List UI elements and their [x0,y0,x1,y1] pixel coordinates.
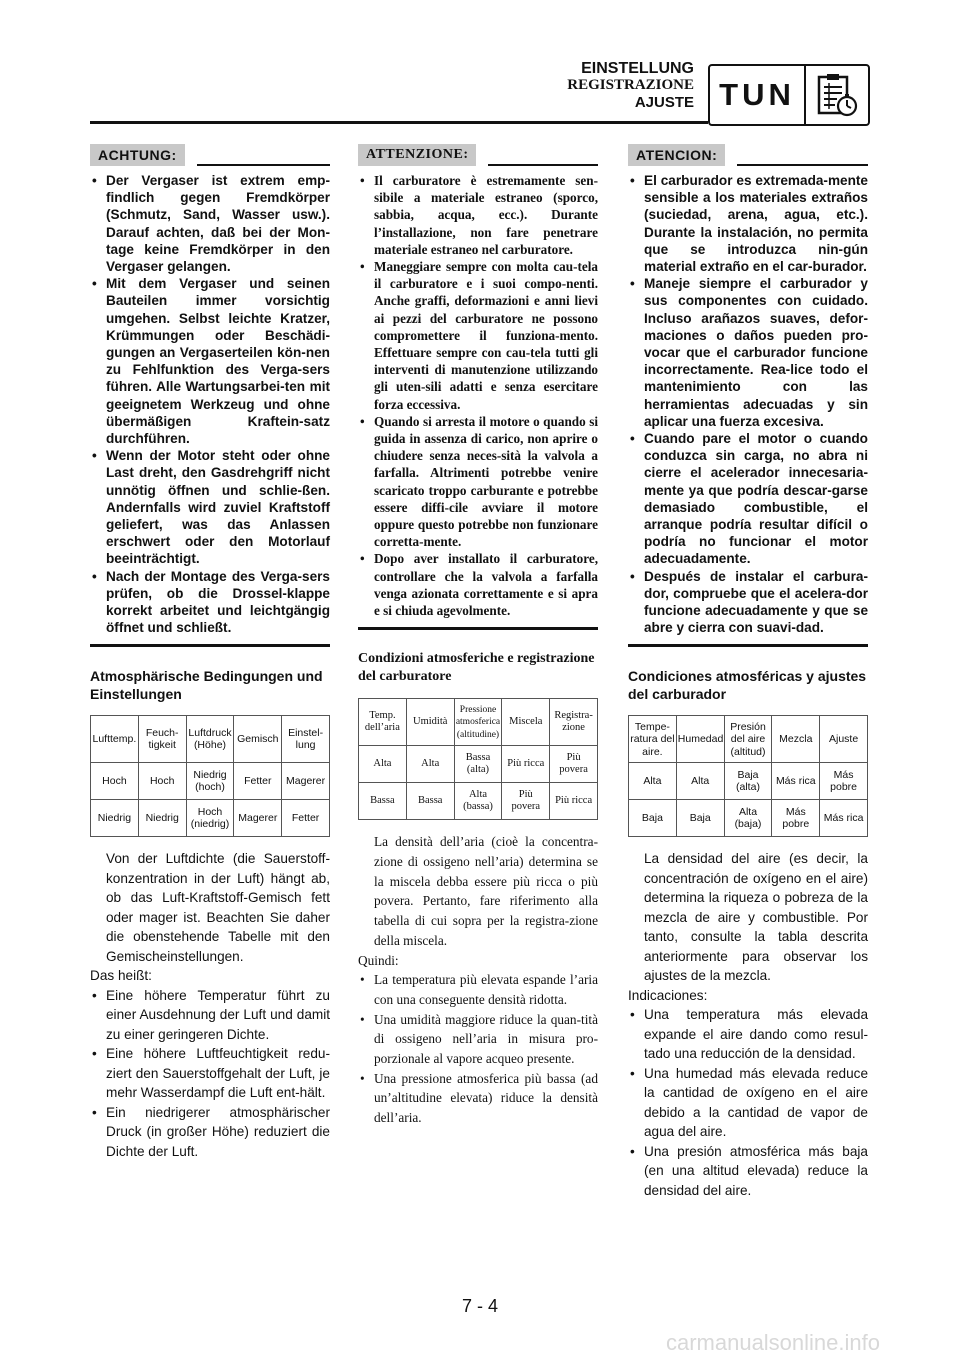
section-title: Condiciones atmosféricas y ajustes del carburador [628,668,867,703]
column-de [90,140,330,1161]
bullet-list [628,1005,868,1200]
table-row [359,746,598,783]
header-rule [90,121,708,124]
list-item: • Una temperatura más elevada expande el aire dando como resul-tado una reducción de la densidad. [628,1005,868,1064]
section-badge [708,64,870,126]
list-item: • Nach der Montage des Verga-sers prüfen, ob die Drossel-klappe korrekt arbeitet und leichtgängig öffnet und schließt. [90,568,330,637]
list-item: • Quando si arresta il motore o quando si guida in assenza di carico, non aprire o chiudere senza neces-sità la valvola a farfalla. Altrimenti potrebbe venire scaricato troppo carburante e potrebbe essere diffi-cile avviare il motore oppure questo potrebbe non funzionare corretta-mente. [358,413,598,551]
table-header-cell: Temp. dell’aria [359,699,407,746]
list-item: • Una presión atmosférica más baja (en una altitud elevada) reduce la densidad del aire. [628,1142,868,1201]
clipboard-stopwatch-icon [806,66,868,124]
list-item: • Il carburatore è estremamente sen-sibile a materiale estraneo (sporco, sabbia, acqua, ecc.). Durante l’installazione, non fare penetrare materiale estraneo nel carburatore. [358,172,598,258]
table-cell: Magerer [234,800,282,837]
table-cell: Magerer [282,763,330,800]
conditions-table [628,715,868,837]
table-header-cell: Luftdruck (Höhe) [186,716,234,763]
table-cell: Più ricca [550,783,598,820]
table-header-cell: Presión del aire (altitud) [724,716,772,763]
list-item: • Dopo aver installato il carburatore, controllare che la valvola a farfalla venga azionata correttamente e si apra e si chiuda agevolmente. [358,550,598,619]
warning-label: ACHTUNG: [90,144,185,166]
table-row [629,763,868,800]
list-item: • Ein niedrigerer atmosphärischer Druck (in großer Höhe) reduziert die Dichte der Luft. [90,1103,330,1162]
table-cell: Más rica [820,800,868,837]
table-row [629,800,868,837]
divider [488,164,598,166]
table-row [91,800,330,837]
table-cell: Baja [676,800,724,837]
table-header-cell: Gemisch [234,716,282,763]
list-item: • Eine höhere Temperatur führt zu einer Ausdehnung der Luft und damit zu einer geringeren Dichte. [90,986,330,1045]
table-header-cell: Registra-zione [550,699,598,746]
table-header-cell: Feuch-tigkeit [138,716,186,763]
table-cell: Alta [676,763,724,800]
warning-header [90,140,330,166]
list-item: • Una umidità maggiore riduce la quan-tità di ossigeno nell’aria in misura pro-porzionale al vapore acqueo presente. [358,1010,598,1069]
body-paragraph: La densidad del aire (es decir, la concentración de oxígeno en el aire) determina la riqueza o pobreza de la mezcla de aire y combustible. Por tanto, consulte la tabla descrita anteriormente para observar los ajustes de la mezcla. [644,851,868,984]
table-cell: Alta (bassa) [454,783,502,820]
column-it [358,140,598,1128]
section-title: Condizioni atmosferiche e registrazione del carburatore [358,651,595,685]
table-cell: Più povera [550,746,598,783]
warning-list [90,172,330,636]
table-header-cell: Mezcla [772,716,820,763]
warning-header [628,140,868,166]
conditions-table [358,698,598,820]
table-cell: Fetter [282,800,330,837]
watermark: carmanualsonline.info [665,1330,880,1355]
table-cell: Bassa [406,783,454,820]
body-paragraph: La densità dell’aria (cioè la concentra-zione di ossigeno nell’aria) determina se la miscela debba essere più ricca o più povera. Pertanto, fare riferimento alla tabella di cui sopra per la registra-zione della miscela. [374,834,598,948]
table-cell: Alta [629,763,677,800]
section-code: TUN [710,66,806,124]
table-cell: Alta [406,746,454,783]
table-header-row [359,699,598,746]
table-header-cell: Tempe-ratura del aire. [629,716,677,763]
table-cell: Más rica [772,763,820,800]
table-cell: Hoch [91,763,139,800]
divider [737,164,868,166]
table-cell: Fetter [234,763,282,800]
header-title-de: EINSTELLUNG [581,60,694,77]
warning-header [358,140,598,166]
table-header-cell: Humedad [676,716,724,763]
table-cell: Niedrig [91,800,139,837]
bullet-list [90,986,330,1162]
body-paragraph: Von der Luftdichte (die Sauerstoff-konzentration in der Luft) hängt ab, ob das Luft-Kraftstoff-Gemisch fett oder mager ist. Beachten Sie daher die obenstehende Tabelle mit den Gemischeinstellungen. [106,851,330,964]
list-item: • Wenn der Motor steht oder ohne Last dreht, den Gasdrehgriff nicht unnötig öffnen und schlie-ßen. Andernfalls wird zuviel Kraftstoff geliefert, was das Anlassen erschwert oder den Motorlauf beeinträchtigt. [90,447,330,567]
table-cell: Más pobre [820,763,868,800]
table-cell: Alta [359,746,407,783]
list-item: • La temperatura più elevata espande l’aria con una conseguente densità ridotta. [358,970,598,1009]
table-header-row [91,716,330,763]
warning-label: ATTENZIONE: [358,144,476,166]
divider [358,627,598,630]
lead-text: Das heißt: [90,968,152,984]
table-cell: Hoch (niedrig) [186,800,234,837]
section-title: Atmosphärische Bedingungen und Einstellungen [90,668,323,703]
warning-label: ATENCION: [628,144,725,166]
table-cell: Bassa (alta) [454,746,502,783]
list-item: • Una humedad más elevada reduce la cantidad de oxígeno en el aire debido a la cantidad de vapor de agua del aire. [628,1064,868,1142]
list-item: • Cuando pare el motor o cuando conduzca sin carga, no abra ni cierre el acelerador innecesaria-mente ya que podría descar-garse demasiado combustible, el arranque podría resultar difícil o podría no funcionar el motor adecuadamente. [628,430,868,568]
table-cell: Baja [629,800,677,837]
table-cell: Alta (baja) [724,800,772,837]
column-es [628,140,868,1200]
list-item: • El carburador es extremada-mente sensible a los materiales extraños (suciedad, arena, agua, etc.). Durante la instalación, no permita que se introduzca nin-gún material extraño en el car-burador. [628,172,868,275]
warning-list [628,172,868,636]
lead-text: Indicaciones: [628,987,708,1003]
bullet-list [358,970,598,1128]
table-header-row [629,716,868,763]
list-item: • Una pressione atmosferica più bassa (ad un’altitudine elevata) riduce la densità dell’aria. [358,1069,598,1128]
table-header-cell: Miscela [502,699,550,746]
table-cell: Niedrig [138,800,186,837]
table-header-cell: Lufttemp. [91,716,139,763]
table-cell: Niedrig (hoch) [186,763,234,800]
header-title-it: REGISTRAZIONE [567,77,694,93]
list-item: • Maneje siempre el carburador y sus componentes con cuidado. Incluso arañazos suaves, defor-maciones o daños pueden pro-vocar que el carburador funcione incorrectamente. Rea-lice todo el mantenimiento con las herramientas adecuadas y sin aplicar una fuerza excesiva. [628,275,868,430]
table-cell: Hoch [138,763,186,800]
list-item: • Der Vergaser ist extrem emp-findlich gegen Fremdkörper (Schmutz, Sand, Wasser usw.). Darauf achten, daß bei der Mon-tage keine Fremdkörper in den Vergaser gelangen. [90,172,330,275]
page-number: 7 - 4 [461,1296,499,1316]
conditions-table [90,715,330,837]
divider [628,644,868,647]
list-item: • Después de instalar el carbura-dor, compruebe que el acelera-dor funcione adecuadamente y que se abre y cierra con suavi-dad. [628,568,868,637]
lead-text: Quindi: [358,952,399,968]
table-row [91,763,330,800]
table-cell: Più povera [502,783,550,820]
table-cell: Più ricca [502,746,550,783]
header-titles [567,60,694,111]
list-item: • Eine höhere Luftfeuchtigkeit redu-ziert den Sauerstoffgehalt der Luft, je mehr Wasserdampf die Luft ent-hält. [90,1044,330,1103]
divider [197,164,330,166]
table-header-cell: Umidità [406,699,454,746]
table-cell: Bassa [359,783,407,820]
list-item: • Maneggiare sempre con molta cau-tela il carburatore e i suoi compo-nenti. Anche graffi, deformazioni e anni lievi ai pezzi del carburatore ne possono compromettere il funziona-mento. Effettuare sempre con cau-tela tutti gli interventi di manutenzione utilizzando gli uten-sili adatti e senza esercitare forza eccessiva. [358,258,598,413]
table-cell: Baja (alta) [724,763,772,800]
table-header-cell: Pressione atmosferica (altitudine) [454,699,502,746]
table-cell: Más pobre [772,800,820,837]
divider [90,644,330,647]
warning-list [358,172,598,619]
table-row [359,783,598,820]
list-item: • Mit dem Vergaser und seinen Bauteilen immer vorsichtig umgehen. Selbst leichte Kratzer, Krümmungen oder Beschädi-gungen an Vergaserteilen kön-nen zu Fehlfunktion des Verga-sers führen. Alle Wartungsarbei-ten mit geeignetem Werkzeug und ohne übermäßigen Kraftein-satz durchführen. [90,275,330,447]
table-header-cell: Ajuste [820,716,868,763]
header-title-es: AJUSTE [634,94,694,111]
table-header-cell: Einstel-lung [282,716,330,763]
